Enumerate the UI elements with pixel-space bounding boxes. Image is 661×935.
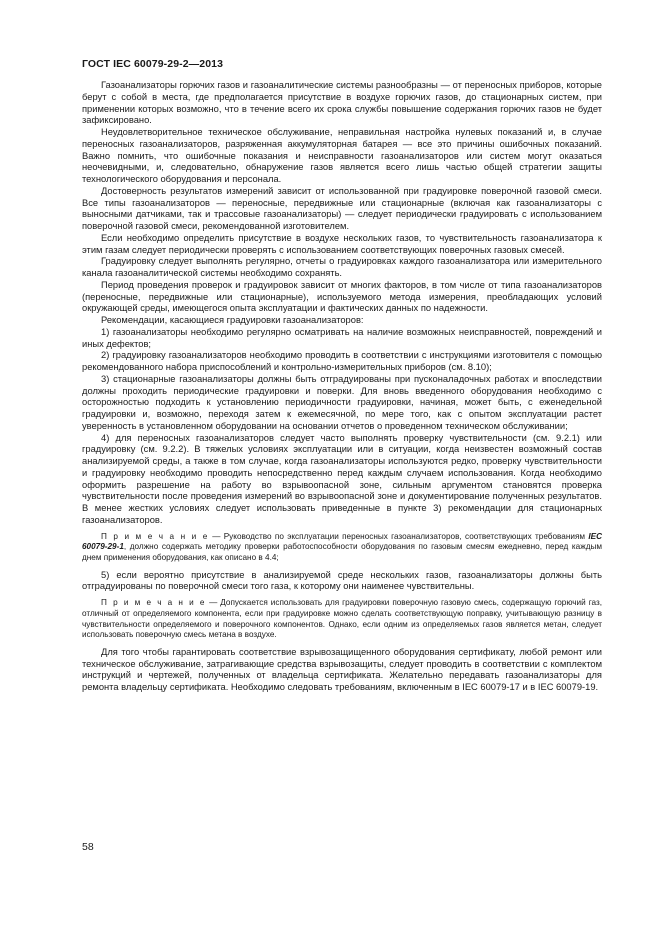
paragraph-analyzer-types: Газоанализаторы горючих газов и газоаналитические системы разнообразны — от переносных приборов, которые берут с собой в места, где предполагается присутствие в воздухе горючих газов, до стационарных систем, при применении которых возможно, что в течение всего их срока службы повышение содержания горючих газов не будет зафиксировано. — [82, 80, 602, 126]
note-text-after: , должно содержать методику проверки работоспособности оборудования по газовым смесям ежедневно, перед каждым днем применения оборудования, как описано в 4.4; — [82, 542, 602, 562]
list-item-5: 5) если вероятно присутствие в анализируемой среде нескольких газов, газоанализаторы должны быть отградуированы по поверочной смеси того газа, к которому они наименее чувствительны. — [82, 569, 602, 592]
paragraph-calibration-records: Градуировку следует выполнять регулярно, отчеты о градуировках каждого газоанализатора или измерительного канала газоаналитической системы необходимо сохранять. — [82, 256, 602, 278]
note-text-before: — Руководство по эксплуатации переносных газоанализаторов, соответствующих требованиям — [208, 531, 589, 541]
note-label: П р и м е ч а н и е — [101, 598, 207, 608]
list-item-3: 3) стационарные газоанализаторы должны быть отградуированы при пусконаладочных работах и впоследствии должны проходить периодические градуировки и поверки. Для вновь введенного оборудования необходимо с осторожностью подходить к установлению периодичности градуировки, начиная, может быть, с еженедельной градуировки и, возможно, переходя затем к ежемесячной, по мере того, как с опытом эксплуатации растет уверенность в установленном оборудовании на основании отчетов о проведенном техническом обслуживании; — [82, 373, 602, 431]
standard-reference: IEC 60079-29-1 — [82, 531, 602, 552]
paragraph-repair: Для того чтобы гарантировать соответствие взрывозащищенного оборудования сертификату, любой ремонт или техническое обслуживание, затрагивающие средства взрывозащиты, следует проводить в соответствии с комплектом инструкций и чертежей, полученных от владельца сертификата. Желательно передавать газоанализаторы для ремонта владельцу сертификата. Необходимо следовать требованиям, включенным в IEC 60079-17 и в IEC 60079-19. — [82, 646, 602, 693]
document-page — [82, 58, 602, 694]
paragraph-recommendations-intro: Рекомендации, касающиеся градуировки газоанализаторов: — [101, 315, 364, 325]
page-number: 58 — [82, 841, 94, 853]
note-label: П р и м е ч а н и е — [101, 531, 209, 541]
note-text: — Допускается использовать для градуировки поверочную газовую смесь, содержащую горючий газ, отличный от определяемого компонента, если при градуировке можно сделать соответствующую поправку, учитывающую разницу в чувствительности определяемого и поверочного компонентов. Однако, если одним из определяемых газов является метан, следует использовать поверочную смесь метана в воздухе. — [82, 598, 602, 640]
document-header: ГОСТ IEC 60079-29-2—2013 — [82, 58, 224, 70]
list-item-2: 2) градуировку газоанализаторов необходимо проводить в соответствии с инструкциями изготовителя с помощью рекомендованного набора приспособлений и контрольно-измерительных приборов (см. 8.10); — [82, 350, 602, 372]
list-item-4: 4) для переносных газоанализаторов следует часто выполнять проверку чувствительности (см. 9.2.1) или градуировку (см. 9.2.2). В тяжелых условиях эксплуатации или в ситуации, когда неизвестен возможный состав анализируемой среды, а также в том случае, когда газоанализаторы используются редко, проверку чувствительности и градуировку необходимо проводить непосредственно перед каждым случаем использования. Когда необходимо оформить разрешение на работу во взрывоопасной зоне, сильным аргументом становятся проверка чувствительности после проведения измерений во взрывоопасной зоне и документирование полученных результатов. В менее жестких условиях следует использовать приведенные в пункте 3) рекомендации для стационарных газоанализаторов. — [82, 432, 602, 525]
paragraph-maintenance: Неудовлетворительное техническое обслуживание, неправильная настройка нулевых показаний и, в случае переносных газоанализаторов, разряженная аккумуляторная батарея — все это причины ошибочных показаний. Важно помнить, что ошибочные показания и неисправности газоанализаторов или систем могут оказаться неочевидными, и, следовательно, обнаружение газов является всего лишь частью общей стратегии защиты технологического оборудования и персонала. — [82, 127, 602, 184]
note-portable-manual — [82, 532, 602, 564]
list-item-1: 1) газоанализаторы необходимо регулярно осматривать на наличие возможных неисправностей, повреждений и иных дефектов; — [82, 326, 602, 349]
paragraph-accuracy: Достоверность результатов измерений зависит от использованной при градуировке поверочной газовой смеси. Все типы газоанализаторов — переносные, передвижные или стационарные (включая как газоанализаторы с выносными датчиками, так и трассовые газоанализаторы) — следует периодически градуировать с использованием поверочной газовой смеси, рекомендованной изготовителем. — [82, 185, 602, 231]
note-calibration-gas — [82, 598, 602, 641]
paragraph-multiple-gases: Если необходимо определить присутствие в воздухе нескольких газов, то чувствительность газоанализатора к этим газам следует периодически проверять с использованием соответствующих поверочных газовых смесей. — [82, 232, 602, 255]
paragraph-calibration-period: Период проведения проверок и градуировок зависит от многих факторов, в том числе от типа газоанализаторов (переносные, передвижные или стационарные), используемого метода измерения, преобладающих условий окружающей среды, имеющегося опыта эксплуатации и фактических данных по надежности. — [82, 279, 602, 314]
